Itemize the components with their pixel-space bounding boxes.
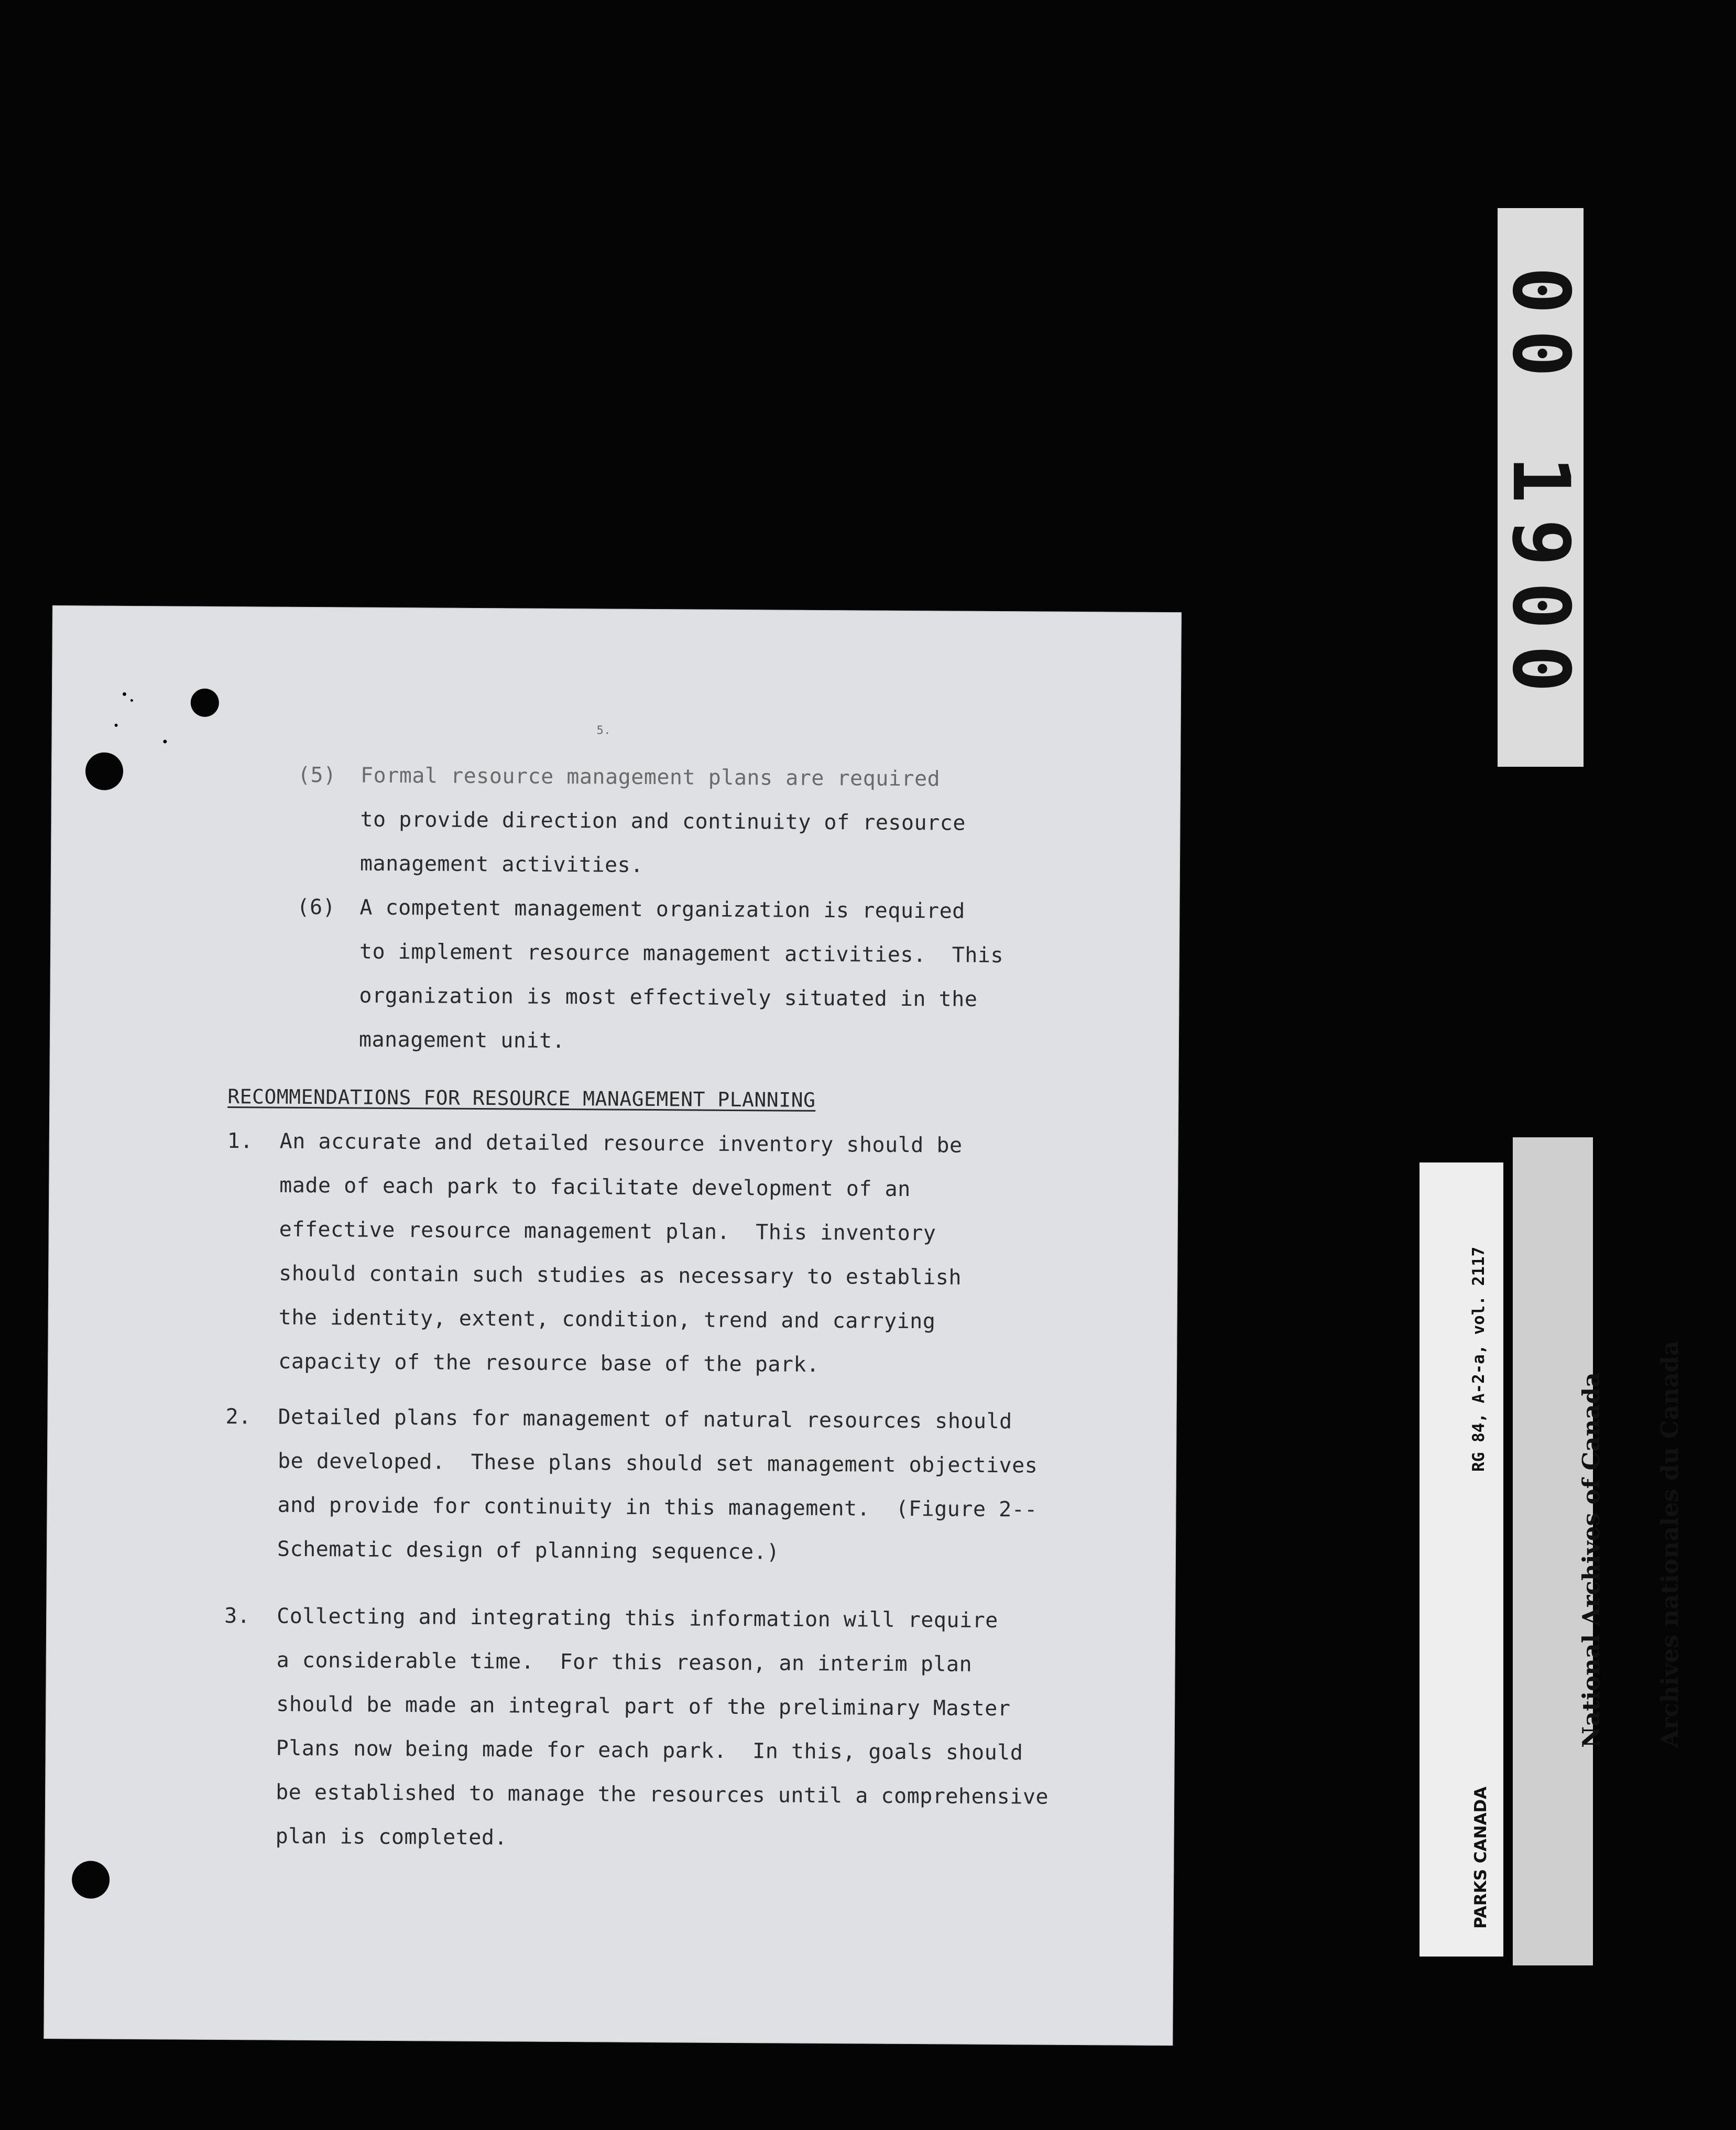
- frame-number-card: [1495, 208, 1586, 767]
- item-line: Detailed plans for management of natural resources should: [278, 1405, 1012, 1434]
- item-line: a considerable time. For this reason, an interim plan: [276, 1648, 973, 1677]
- item-line: A competent management organization is required: [359, 895, 965, 923]
- frame-number: 00 1900: [1495, 266, 1586, 709]
- page-mark: 5.: [596, 724, 612, 737]
- item-line: the identity, extent, condition, trend and carrying: [278, 1305, 936, 1334]
- item-line: capacity of the resource base of the park.: [278, 1349, 820, 1377]
- section-heading: RECOMMENDATIONS FOR RESOURCE MANAGEMENT PLANNING: [227, 1085, 816, 1112]
- speck: [130, 699, 133, 702]
- item-line: plan is completed.: [275, 1824, 508, 1850]
- item-line: management unit.: [358, 1027, 565, 1053]
- item-line: Formal resource management plans are required: [360, 763, 941, 791]
- archives-name: [1526, 1341, 1735, 1748]
- speck: [163, 740, 167, 743]
- speck: [115, 724, 118, 727]
- item-line: should contain such studies as necessary to establish: [279, 1261, 962, 1290]
- archives-line: Archives nationales du Canada: [1656, 1340, 1684, 1748]
- item-line: Schematic design of planning sequence.): [277, 1537, 780, 1564]
- item-line: effective resource management plan. This inventory: [279, 1217, 936, 1246]
- document-page: [43, 605, 1182, 2046]
- agency-line: PARKS CANADA: [1471, 1786, 1490, 1929]
- item-line: Plans now being made for each park. In this, goals should: [276, 1736, 1023, 1765]
- item-number: 2.: [225, 1405, 252, 1429]
- punch-hole-lower: [72, 1861, 110, 1898]
- item-line: to provide direction and continuity of resource: [360, 807, 966, 835]
- item-line: should be made an integral part of the preliminary Master: [276, 1692, 1011, 1721]
- item-line: Collecting and integrating this information will require: [277, 1604, 998, 1633]
- item-line: be developed. These plans should set management objectives: [277, 1449, 1038, 1478]
- item-line: be established to manage the resources until a comprehensive: [276, 1780, 1049, 1809]
- item-number: (5): [297, 763, 336, 788]
- reference-line: RG 84, A-2-a, vol. 2117: [1469, 1246, 1488, 1472]
- item-number: 1.: [227, 1129, 254, 1154]
- speck: [123, 692, 126, 696]
- item-line: organization is most effectively situated in the: [359, 983, 978, 1012]
- archives-line: National Archives of Canada: [1577, 1372, 1605, 1748]
- national-archives-label: [1513, 1137, 1684, 1965]
- item-line: management activities.: [359, 851, 643, 877]
- item-line: and provide for continuity in this management. (Figure 2--: [277, 1493, 1038, 1522]
- punch-hole-top: [191, 689, 219, 717]
- item-line: made of each park to facilitate development of an: [279, 1173, 911, 1202]
- archive-reference-label: [1420, 1162, 1503, 1957]
- item-line: to implement resource management activities. This: [359, 939, 1004, 968]
- item-line: An accurate and detailed resource inventory should be: [279, 1129, 963, 1158]
- punch-hole-upper: [85, 752, 123, 790]
- item-number: 3.: [224, 1604, 250, 1628]
- item-number: (6): [297, 895, 336, 920]
